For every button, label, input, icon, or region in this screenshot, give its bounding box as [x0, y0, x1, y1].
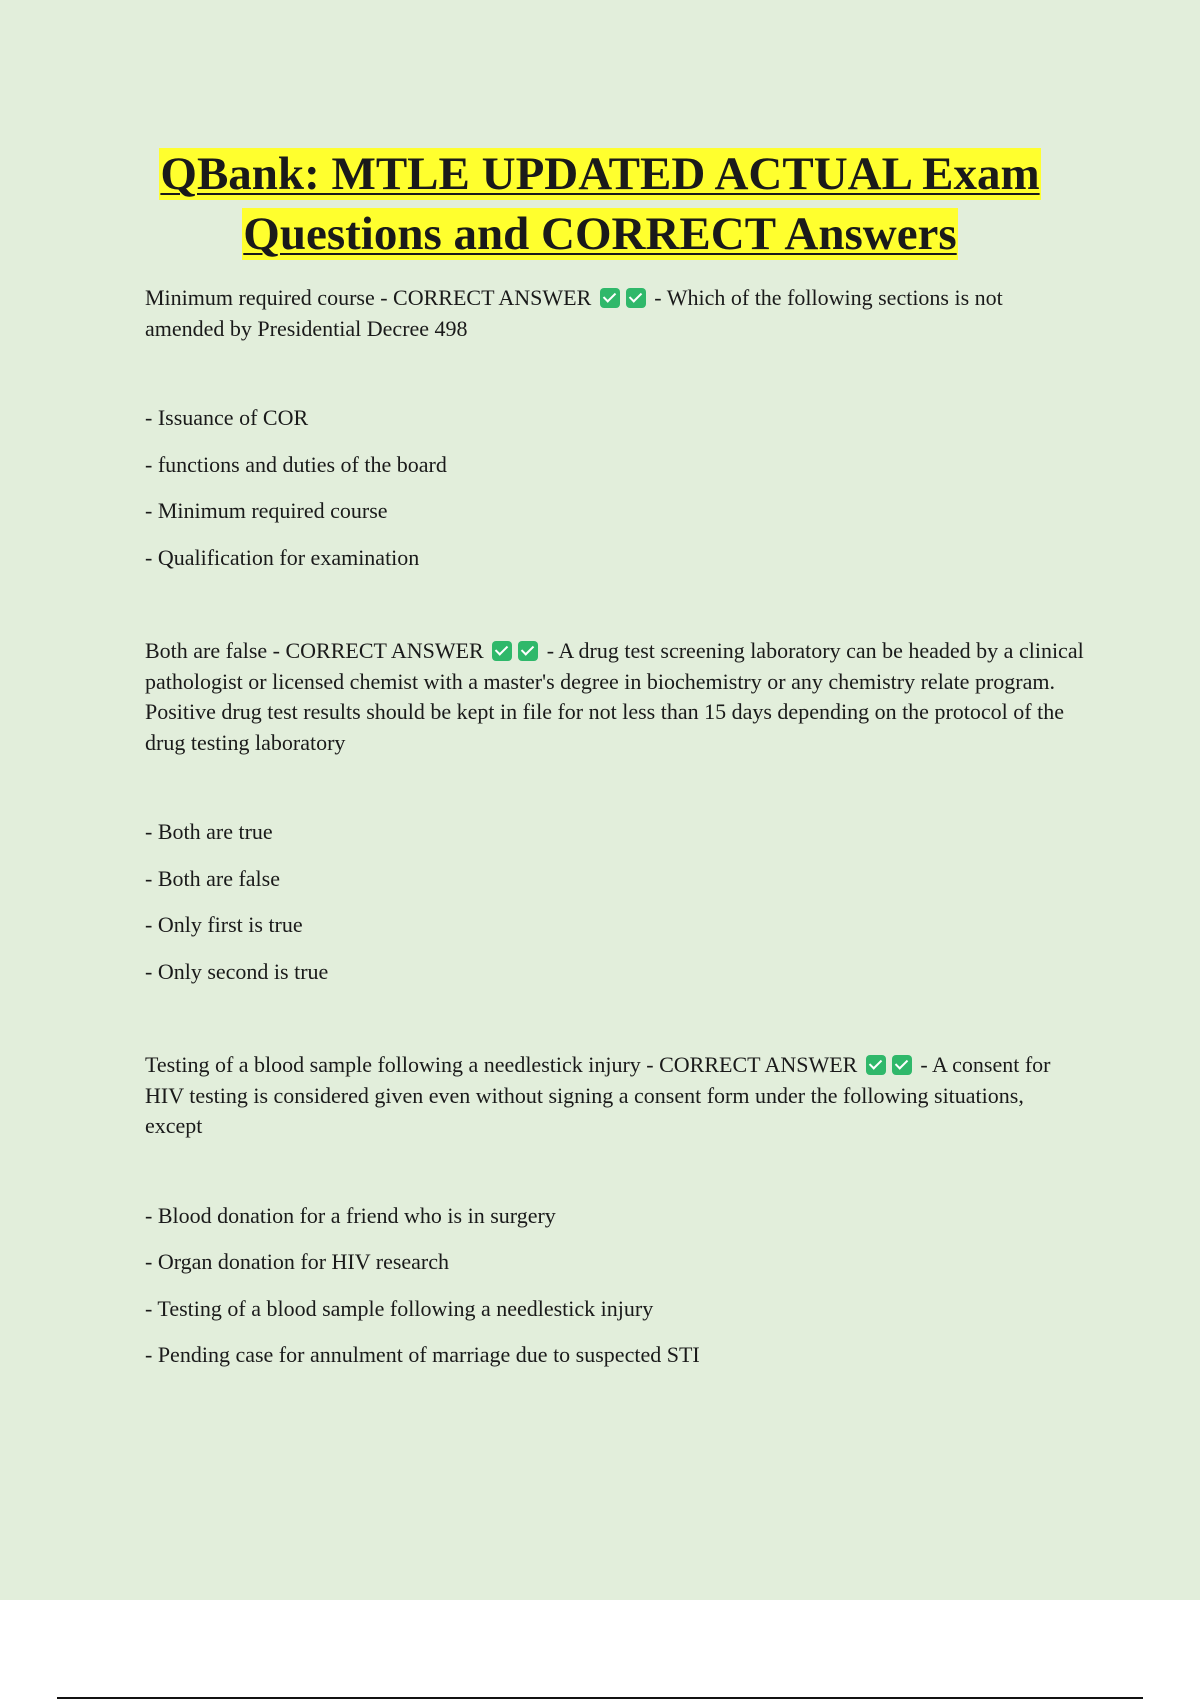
option-item: - Testing of a blood sample following a needlestick injury [145, 1295, 654, 1321]
correct-answer-text: Minimum required course - CORRECT ANSWER [145, 285, 592, 310]
option-list [145, 403, 1085, 573]
check-box-icon [518, 641, 538, 661]
option-item: - functions and duties of the board [145, 451, 447, 477]
correct-answer-text: Both are false - CORRECT ANSWER [145, 638, 484, 663]
question-text [145, 636, 1085, 758]
check-box-icon [892, 1055, 912, 1075]
question-prompt: - A drug test screening laboratory can be headed by a clinical pathologist or licensed chemist with a master's degree in biochemistry or any chemistry relate program. Positive drug test results should be kept in file for not less than 15 days depending on the protocol of the drug testing laboratory [145, 638, 1084, 755]
question-prompt: - Which of the following sections is not amended by Presidential Decree 498 [145, 285, 1003, 341]
option-list [145, 817, 1085, 987]
title-line-1: QBank: MTLE UPDATED ACTUAL Exam [160, 148, 1040, 200]
option-item: - Only second is true [145, 958, 329, 984]
question-list [145, 283, 1085, 1387]
question-block-3 [145, 1050, 1085, 1370]
option-item: - Only first is true [145, 912, 303, 937]
option-item: - Issuance of COR [145, 405, 309, 430]
check-box-icon [600, 288, 620, 308]
option-item: - Qualification for examination [145, 544, 420, 570]
question-block-1 [145, 283, 1085, 573]
question-text [145, 1050, 1085, 1142]
check-box-icon [492, 641, 512, 661]
title-line-2: Questions and CORRECT Answers [243, 208, 957, 260]
check-box-icon [626, 288, 646, 308]
option-item: - Blood donation for a friend who is in surgery [145, 1202, 556, 1228]
question-block-2 [145, 636, 1085, 987]
option-item: - Pending case for annulment of marriage due to suspected STI [145, 1342, 700, 1367]
document-title [100, 144, 1100, 264]
option-item: - Minimum required course [145, 498, 388, 523]
option-list [145, 1201, 1085, 1371]
option-item: - Both are true [145, 819, 273, 844]
option-item: - Organ donation for HIV research [145, 1249, 450, 1274]
question-text [145, 283, 1085, 344]
footer-divider [57, 1697, 1143, 1699]
check-box-icon [866, 1055, 886, 1075]
question-prompt: - A consent for HIV testing is considered given even without signing a consent form under the following situations, except [145, 1052, 1051, 1138]
option-item: - Both are false [145, 865, 280, 891]
correct-answer-text: Testing of a blood sample following a needlestick injury - CORRECT ANSWER [145, 1052, 858, 1077]
